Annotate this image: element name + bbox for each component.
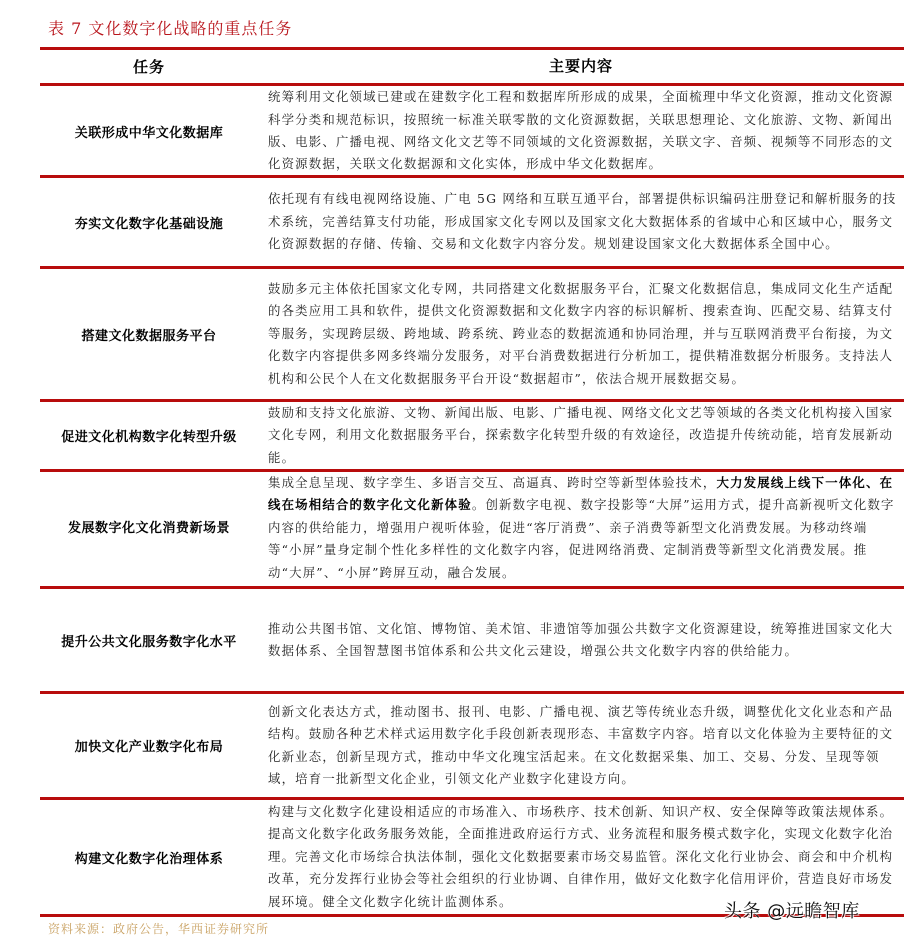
watermark: 头条 @远瞻智库 (724, 901, 860, 922)
table-header (40, 50, 904, 83)
content-cell: 依托现有有线电视网络设施、广电 5G 网络和互联互通平台，部署提供标识编码注册登记和解析服务的技术系统，完善结算支付功能，形成国家文化专网以及国家文化大数据体系的省域中心和区域中心，服务文化资源数据的存储、传输、交易和文化数字内容分发。规划建设国家文化大数据体系全国中心。 (268, 191, 897, 252)
table-row (40, 178, 904, 266)
content-cell: 统筹利用文化领域已建或在建数字化工程和数据库所形成的成果，全面梳理中华文化资源，推动文化资源科学分类和规范标识，按照统一标准关联零散的文化资源数据，关联思想理论、文化旅游、文物、新闻出版、电影、广播电视、网络文化文艺等不同领域的文化资源数据，关联文字、音频、视频等不同形态的文化资源数据，关联文化数据源和文化实体，形成中华文化数据库。 (268, 89, 894, 172)
task-cell: 促进文化机构数字化转型升级 (61, 430, 237, 445)
content-cell: 构建与文化数字化建设相适应的市场准入、市场秩序、技术创新、知识产权、安全保障等政策法规体系。提高文化数字化政务服务效能，全面推进政府运行方式、业务流程和服务模式数字化，实现文化数字化治理。完善文化市场综合执法体制，强化文化数据要素市场交易监管。深化文化行业协会、商会和中介机构改革，充分发挥行业协会等社会组织的行业协调、自律作用，做好文化数字化信用评价，营造良好市场发展环境。健全文化数字化统计监测体系。 (268, 803, 894, 909)
table-row (40, 589, 904, 691)
task-cell: 夯实文化数字化基础设施 (74, 216, 224, 232)
task-cell: 关联形成中华文化数据库 (74, 125, 224, 141)
table-row (40, 402, 904, 469)
task-cell: 提升公共文化服务数字化水平 (61, 634, 237, 650)
content-cell: 鼓励和支持文化旅游、文物、新闻出版、电影、广播电视、网络文化文艺等领域的各类文化机构接入国家文化专网，利用文化数据服务平台，探索数字化转型升级的有效途径，改造提升传统动能，培育发展新动能。 (268, 404, 894, 465)
content-emphasis: 大力发展线上线下一体化、在线在场相结合的数字化文化新体验 (268, 475, 894, 513)
content-text: 集成全息呈现、数字孪生、多语言交互、高逼真、跨时空等新型体验技术， (268, 475, 717, 490)
table-caption: 表 7 文化数字化战略的重点任务 (48, 19, 293, 38)
content-text: 。创新数字电视、数字投影等“大屏”运用方式，提升高新视听文化数字内容的供给能力，增强用户视听体验，促进“客厅消费”、亲子消费等新型文化消费发展。为移动终端等“小屏”量身定制个性化多样性的文化数字内容，促进网络消费、定制消费等新型文化消费发展。推动“大屏”、“小屏”跨屏互动，融合发展。 (268, 497, 895, 580)
table-row (40, 87, 904, 175)
table-row (40, 269, 904, 399)
table-row (40, 472, 904, 580)
content-cell: 鼓励多元主体依托国家文化专网，共同搭建文化数据服务平台，汇聚文化数据信息，集成同文化生产适配的各类应用工具和软件，提供文化资源数据和文化数字内容的标识解析、搜索查询、匹配交易、结算支付等服务，实现跨层级、跨地域、跨系统、跨业态的数据流通和协同治理，并与互联网消费平台衔接，为文化数字内容提供多网多终端分发服务，对平台消费数据进行分析加工，提供精准数据分析服务。支持法人机构和公民个人在文化数据服务平台开设“数据超市”，依法合规开展数据交易。 (268, 280, 894, 386)
task-cell: 搭建文化数据服务平台 (81, 328, 217, 344)
table-row (40, 694, 904, 797)
task-cell: 加快文化产业数字化布局 (74, 740, 224, 755)
content-cell: 创新文化表达方式，推动图书、报刊、电影、广播电视、演艺等传统业态升级，调整优化文化业态和产品结构。鼓励各种艺术样式运用数字化手段创新表现形态、丰富数字内容。培育以文化体验为主要特征的文化新业态，创新呈现方式，推动中华文化瑰宝活起来。在文化数据采集、加工、交易、分发、呈现等领域，培育一批新型文化企业，引领文化产业数字化建设方向。 (268, 703, 894, 786)
content-cell (258, 472, 898, 584)
content-cell: 推动公共图书馆、文化馆、博物馆、美术馆、非遗馆等加强公共数字文化资源建设，统筹推进国家文化大数据体系、全国智慧图书馆体系和公共文化云建设，增强公共文化数字内容的供给能力。 (268, 620, 894, 658)
task-cell: 发展数字化文化消费新场景 (67, 520, 230, 536)
source-note: 资料来源：政府公告，华西证券研究所 (48, 922, 270, 936)
header-content: 主要内容 (548, 57, 613, 76)
task-cell: 构建文化数字化治理体系 (74, 851, 224, 867)
header-task: 任务 (132, 58, 165, 76)
